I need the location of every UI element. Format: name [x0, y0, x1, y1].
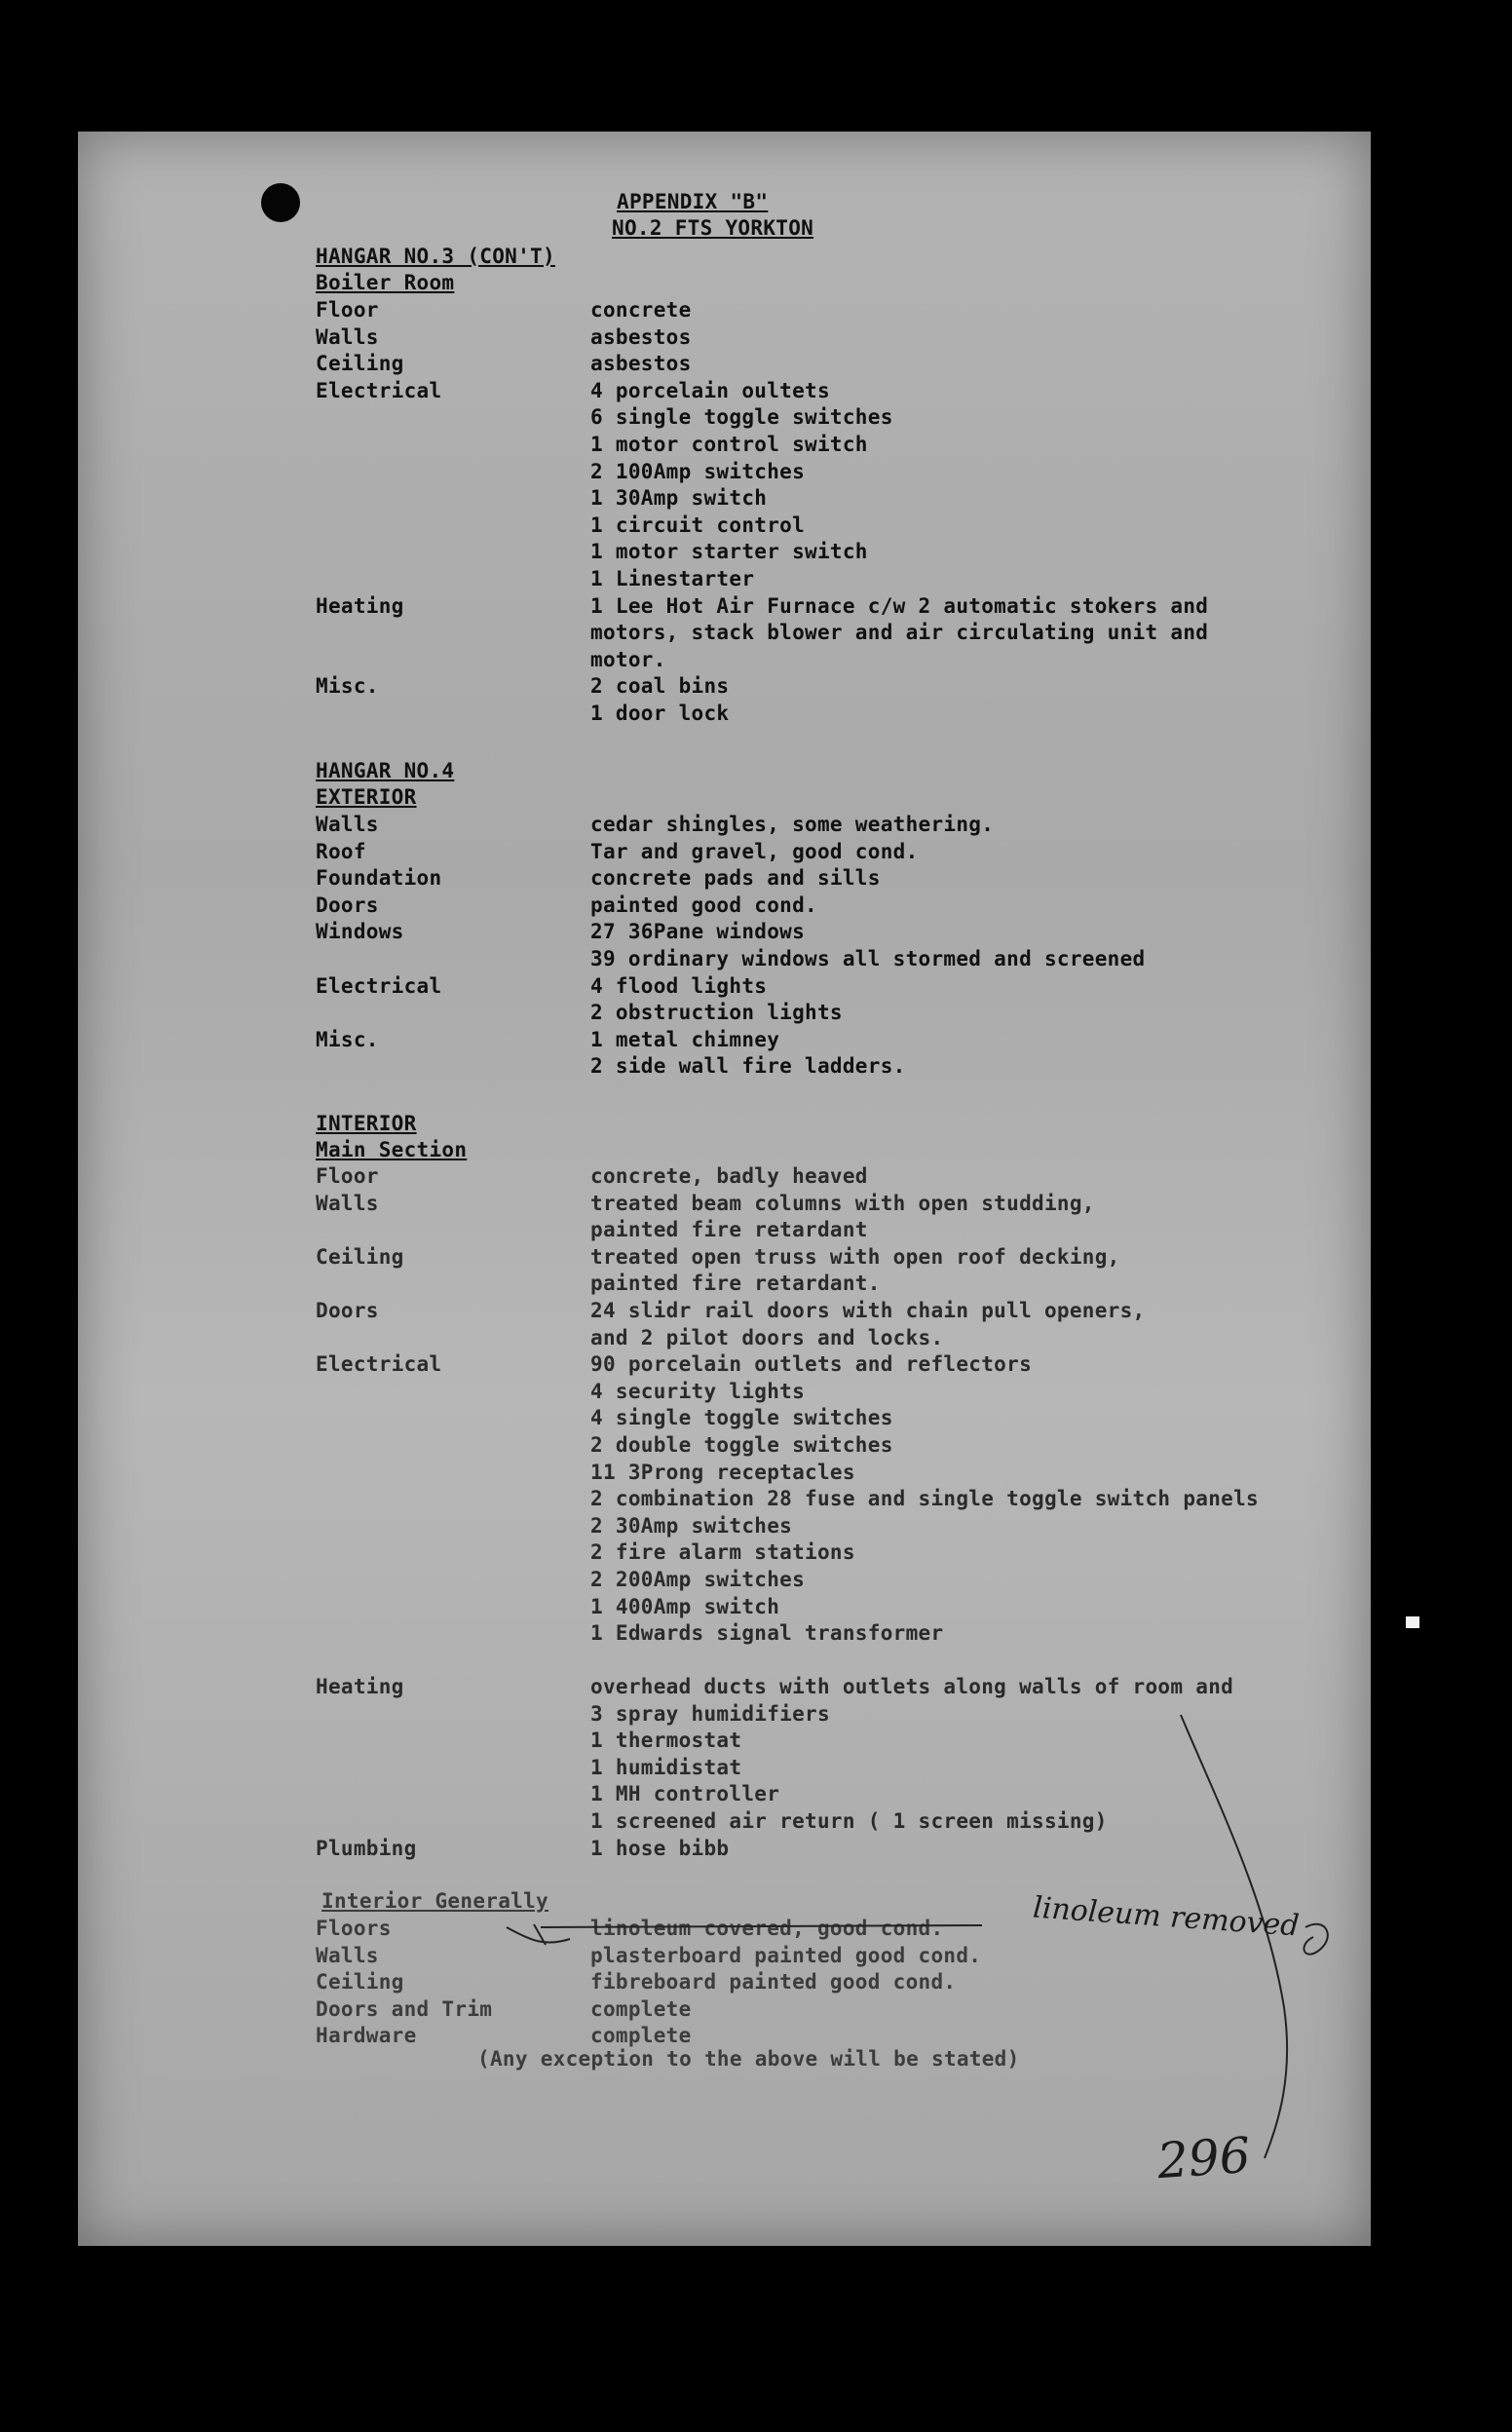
row-value: motors, stack blower and air circulating unit and [590, 621, 1209, 645]
row-value: 3 spray humidifiers [590, 1701, 830, 1726]
row-value: concrete, badly heaved [590, 1164, 868, 1188]
row-value: 39 ordinary windows all stormed and screened [590, 947, 1146, 970]
row-value: 2 combination 28 fuse and single toggle switch panels [590, 1487, 1259, 1511]
row-value: asbestos [590, 324, 692, 349]
row-value: 2 200Amp switches [590, 1568, 806, 1591]
row-value: painted fire retardant [590, 1218, 868, 1242]
row-value: 1 Lee Hot Air Furnace c/w 2 automatic stokers and [590, 593, 1209, 618]
row-value: 1 400Amp switch [590, 1594, 780, 1618]
exterior-heading: EXTERIOR [316, 785, 417, 809]
row-value: linoleum covered, good cond. [590, 1917, 944, 1940]
row-value: 11 3Prong receptacles [590, 1460, 855, 1484]
row-value: 27 36Pane windows [590, 920, 806, 944]
row-value: 1 metal chimney [590, 1027, 780, 1051]
row-value: 4 flood lights [590, 973, 768, 998]
row-value: 1 Edwards signal transformer [590, 1621, 944, 1646]
hangar4-title: HANGAR NO.4 [316, 759, 455, 782]
row-value: 1 Linestarter [590, 567, 755, 590]
main-section-heading: Main Section [316, 1138, 468, 1161]
interior-heading: INTERIOR [316, 1112, 417, 1135]
row-label: Walls [316, 1191, 379, 1215]
row-value: 4 security lights [590, 1379, 806, 1403]
row-value: plasterboard painted good cond. [590, 1943, 982, 1967]
row-label: Electrical [316, 973, 442, 998]
row-value: concrete [590, 298, 692, 322]
row-value: concrete pads and sills [590, 866, 881, 891]
row-label: Walls [316, 1943, 379, 1967]
row-value: 4 porcelain oultets [590, 378, 830, 402]
row-label: Doors [316, 893, 379, 917]
row-value: 1 motor starter switch [590, 540, 868, 564]
interior-generally-heading: Interior Generally [321, 1889, 548, 1913]
row-label: Foundation [316, 866, 442, 891]
pen-stroke-note-tail [1304, 1924, 1327, 1955]
row-label: Floors [316, 1917, 392, 1940]
row-label: Misc. [316, 1027, 379, 1051]
row-label: Doors [316, 1299, 379, 1322]
boiler-room-heading: Boiler Room [316, 271, 455, 294]
row-value: 2 100Amp switches [590, 459, 806, 483]
row-value: 1 hose bibb [590, 1836, 730, 1860]
row-label: Walls [316, 324, 379, 349]
station-title: NO.2 FTS YORKTON [612, 216, 814, 240]
row-value: 4 single toggle switches [590, 1406, 893, 1430]
footnote: (Any exception to the above will be stated) [477, 2047, 1020, 2071]
row-label: Electrical [316, 1352, 442, 1377]
row-label: Ceiling [316, 352, 404, 376]
row-label: Misc. [316, 674, 379, 699]
row-value: 24 slidr rail doors with chain pull openers, [590, 1299, 1146, 1322]
row-value: 1 circuit control [590, 513, 806, 537]
row-value: overhead ducts with outlets along walls of room and [590, 1675, 1234, 1698]
row-value: 2 obstruction lights [590, 1001, 843, 1025]
row-label: Roof [316, 839, 366, 863]
row-value: 1 thermostat [590, 1729, 742, 1753]
row-label: Hardware [316, 2024, 417, 2048]
row-value: motor. [590, 647, 666, 671]
row-label: Ceiling [316, 1970, 404, 1995]
row-value: painted fire retardant. [590, 1272, 881, 1296]
row-value: 1 MH controller [590, 1782, 780, 1806]
row-label: Plumbing [316, 1836, 417, 1860]
row-value: 2 30Amp switches [590, 1513, 793, 1538]
pen-stroke-strike [541, 1925, 982, 1927]
row-value: 1 30Amp switch [590, 486, 768, 511]
row-label: Ceiling [316, 1244, 404, 1269]
row-label: Doors and Trim [316, 1996, 493, 2021]
row-value: cedar shingles, some weathering. [590, 813, 995, 836]
row-value: 1 door lock [590, 702, 730, 725]
row-value: fibreboard painted good cond. [590, 1970, 957, 1995]
row-label: Floor [316, 1164, 379, 1188]
row-value: 6 single toggle switches [590, 405, 893, 430]
row-value: 1 screened air return ( 1 screen missing) [590, 1809, 1108, 1833]
row-label: Electrical [316, 378, 442, 402]
row-value: 1 humidistat [590, 1755, 742, 1779]
row-label: Heating [316, 593, 404, 618]
row-label: Floor [316, 298, 379, 322]
row-value: treated open truss with open roof decking, [590, 1244, 1120, 1269]
row-value: complete [590, 1996, 692, 2021]
row-value: asbestos [590, 352, 692, 376]
row-value: Tar and gravel, good cond. [590, 839, 919, 863]
handwritten-page-number: 296 [1155, 2126, 1253, 2190]
row-value: 90 porcelain outlets and reflectors [590, 1352, 1033, 1377]
row-label: Windows [316, 920, 404, 944]
hangar3-title: HANGAR NO.3 (CON'T) [316, 245, 555, 268]
row-value: 2 coal bins [590, 674, 730, 699]
row-value: 1 motor control switch [590, 433, 868, 456]
row-value: 2 double toggle switches [590, 1433, 893, 1457]
row-value: 2 side wall fire ladders. [590, 1054, 906, 1079]
row-value: 2 fire alarm stations [590, 1540, 855, 1565]
row-label: Walls [316, 813, 379, 836]
row-value: and 2 pilot doors and locks. [590, 1325, 944, 1349]
handwritten-margin-note: linoleum removed [1032, 1890, 1301, 1944]
row-label: Heating [316, 1675, 404, 1698]
row-value: complete [590, 2024, 692, 2048]
appendix-title: APPENDIX "B" [617, 190, 769, 213]
row-value: treated beam columns with open studding, [590, 1191, 1095, 1215]
row-value: painted good cond. [590, 893, 817, 917]
